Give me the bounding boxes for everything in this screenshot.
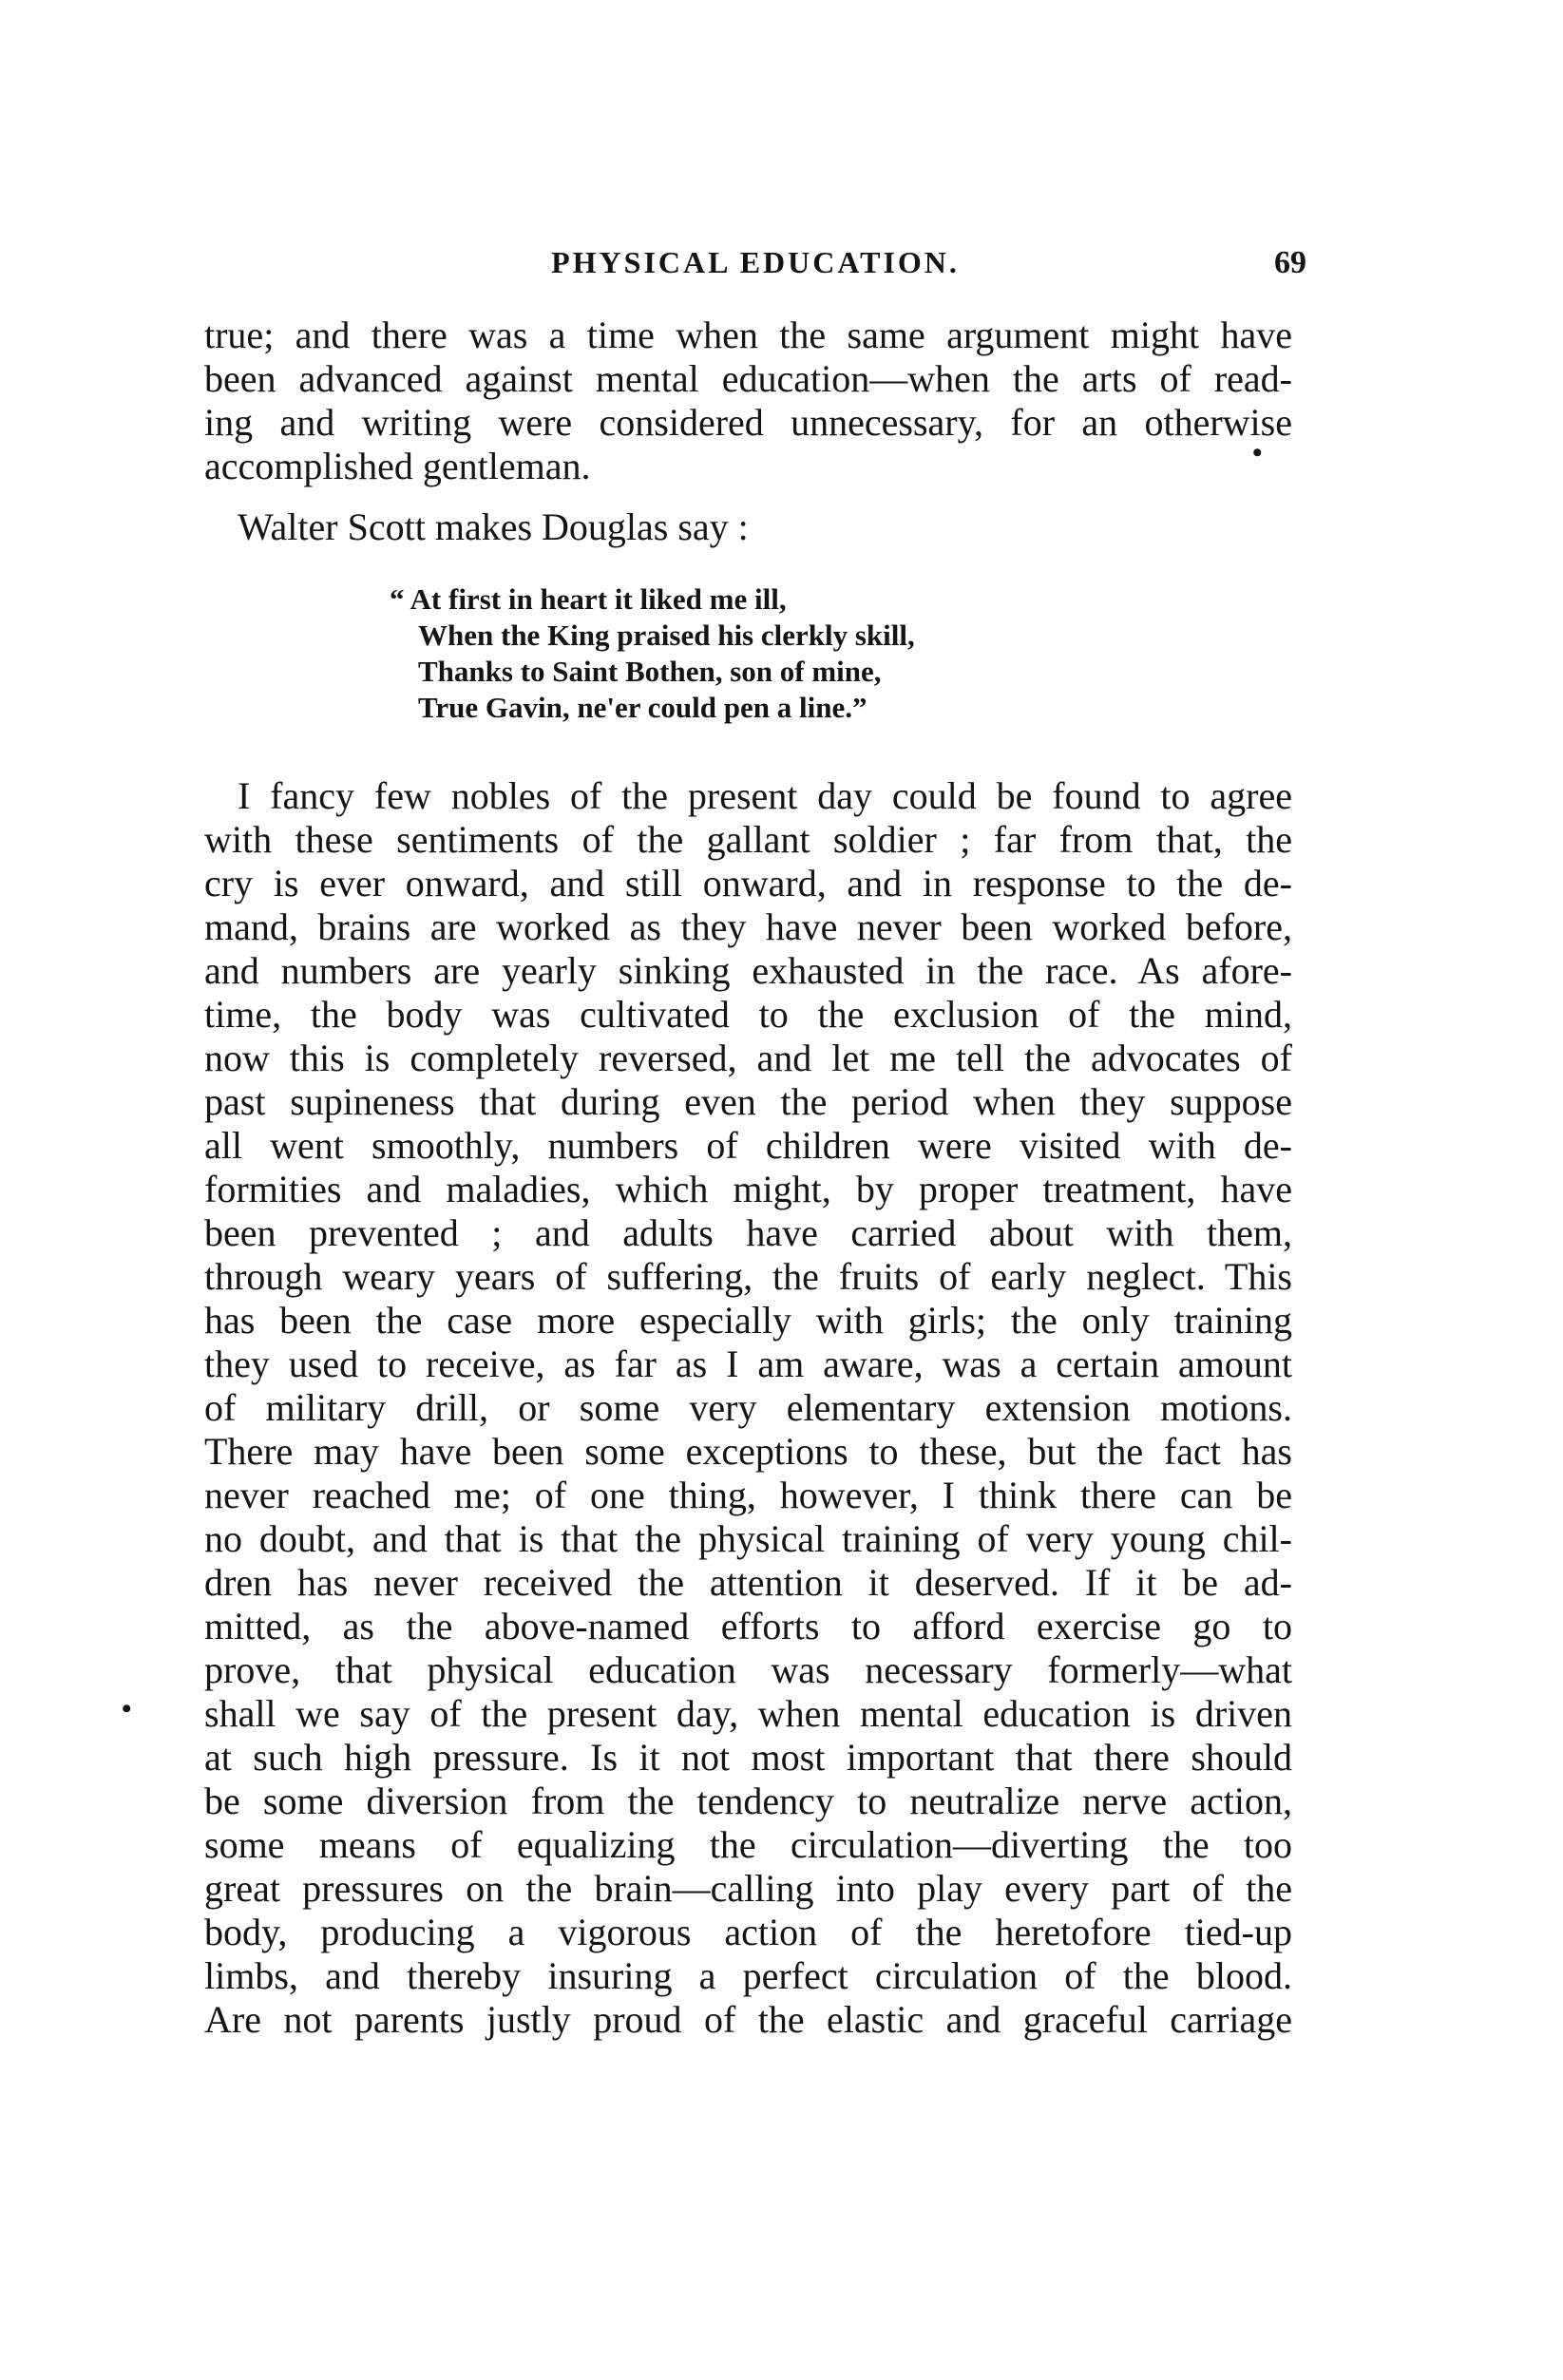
text-line: of military drill, or some very elementary extension motions. — [204, 1386, 1292, 1429]
text-line: limbs, and thereby insuring a perfect circulation of the blood. — [204, 1954, 1292, 1997]
text-line: with these sentiments of the gallant soldier ; far from that, the — [204, 818, 1292, 861]
text-line: I fancy few nobles of the present day could be found to agree — [238, 774, 1292, 817]
text-line: been advanced against mental education—when the arts of read- — [204, 357, 1292, 400]
verse-line: True Gavin, ne'er could pen a line.” — [418, 691, 867, 724]
text-line: ing and writing were considered unnecessary, for an otherwise — [204, 401, 1292, 444]
text-line: body, producing a vigorous action of the heretofore tied-up — [204, 1911, 1292, 1953]
text-line: cry is ever onward, and still onward, and in response to the de- — [204, 862, 1292, 904]
text-line: time, the body was cultivated to the exclusion of the mind, — [204, 993, 1292, 1036]
text-line: mand, brains are worked as they have never been worked before, — [204, 905, 1292, 948]
text-line: has been the case more especially with girls; the only training — [204, 1299, 1292, 1342]
text-line: There may have been some exceptions to these, but the fact has — [204, 1430, 1292, 1473]
text-line: they used to receive, as far as I am aware, was a certain amount — [204, 1342, 1292, 1385]
text-line: through weary years of suffering, the fruits of early neglect. This — [204, 1255, 1292, 1298]
text-line: prove, that physical education was necessary formerly—what — [204, 1648, 1292, 1691]
text-line: now this is completely reversed, and let me tell the advocates of — [204, 1037, 1292, 1079]
text-line: been prevented ; and adults have carried about with them, — [204, 1211, 1292, 1254]
verse-line: When the King praised his clerkly skill, — [418, 619, 915, 652]
text-line: shall we say of the present day, when mental education is driven — [204, 1692, 1292, 1735]
text-line: be some diversion from the tendency to neutralize nerve action, — [204, 1780, 1292, 1822]
verse-line: Thanks to Saint Bothen, son of mine, — [418, 655, 882, 688]
text-line: no doubt, and that is that the physical training of very young chil- — [204, 1517, 1292, 1560]
text-line: Are not parents justly proud of the elastic and graceful carriage — [204, 1998, 1292, 2041]
verse-intro-line: Walter Scott makes Douglas say : — [238, 505, 749, 548]
text-line: mitted, as the above-named efforts to afford exercise go to — [204, 1605, 1292, 1647]
margin-dot-mark: • — [122, 1693, 132, 1724]
text-line: past supineness that during even the period when they suppose — [204, 1080, 1292, 1123]
margin-dot-mark: • — [1252, 437, 1263, 468]
text-line: never reached me; of one thing, however, I think there can be — [204, 1474, 1292, 1516]
text-line: all went smoothly, numbers of children were visited with de- — [204, 1124, 1292, 1167]
running-head: PHYSICAL EDUCATION. — [551, 245, 960, 279]
text-line: great pressures on the brain—calling into play every part of the — [204, 1867, 1292, 1910]
page-header — [204, 245, 1306, 293]
page-number: 69 — [1274, 245, 1306, 280]
text-line: and numbers are yearly sinking exhausted in the race. As afore- — [204, 949, 1292, 992]
text-line: true; and there was a time when the same argument might have — [204, 314, 1292, 356]
text-line: accomplished gentleman. — [204, 445, 591, 487]
text-line: dren has never received the attention it deserved. If it be ad- — [204, 1561, 1292, 1604]
text-line: formities and maladies, which might, by proper treatment, have — [204, 1168, 1292, 1210]
text-line: some means of equalizing the circulation—diverting the too — [204, 1823, 1292, 1866]
text-line: at such high pressure. Is it not most important that there should — [204, 1736, 1292, 1779]
verse-line: “ At first in heart it liked me ill, — [390, 582, 787, 616]
